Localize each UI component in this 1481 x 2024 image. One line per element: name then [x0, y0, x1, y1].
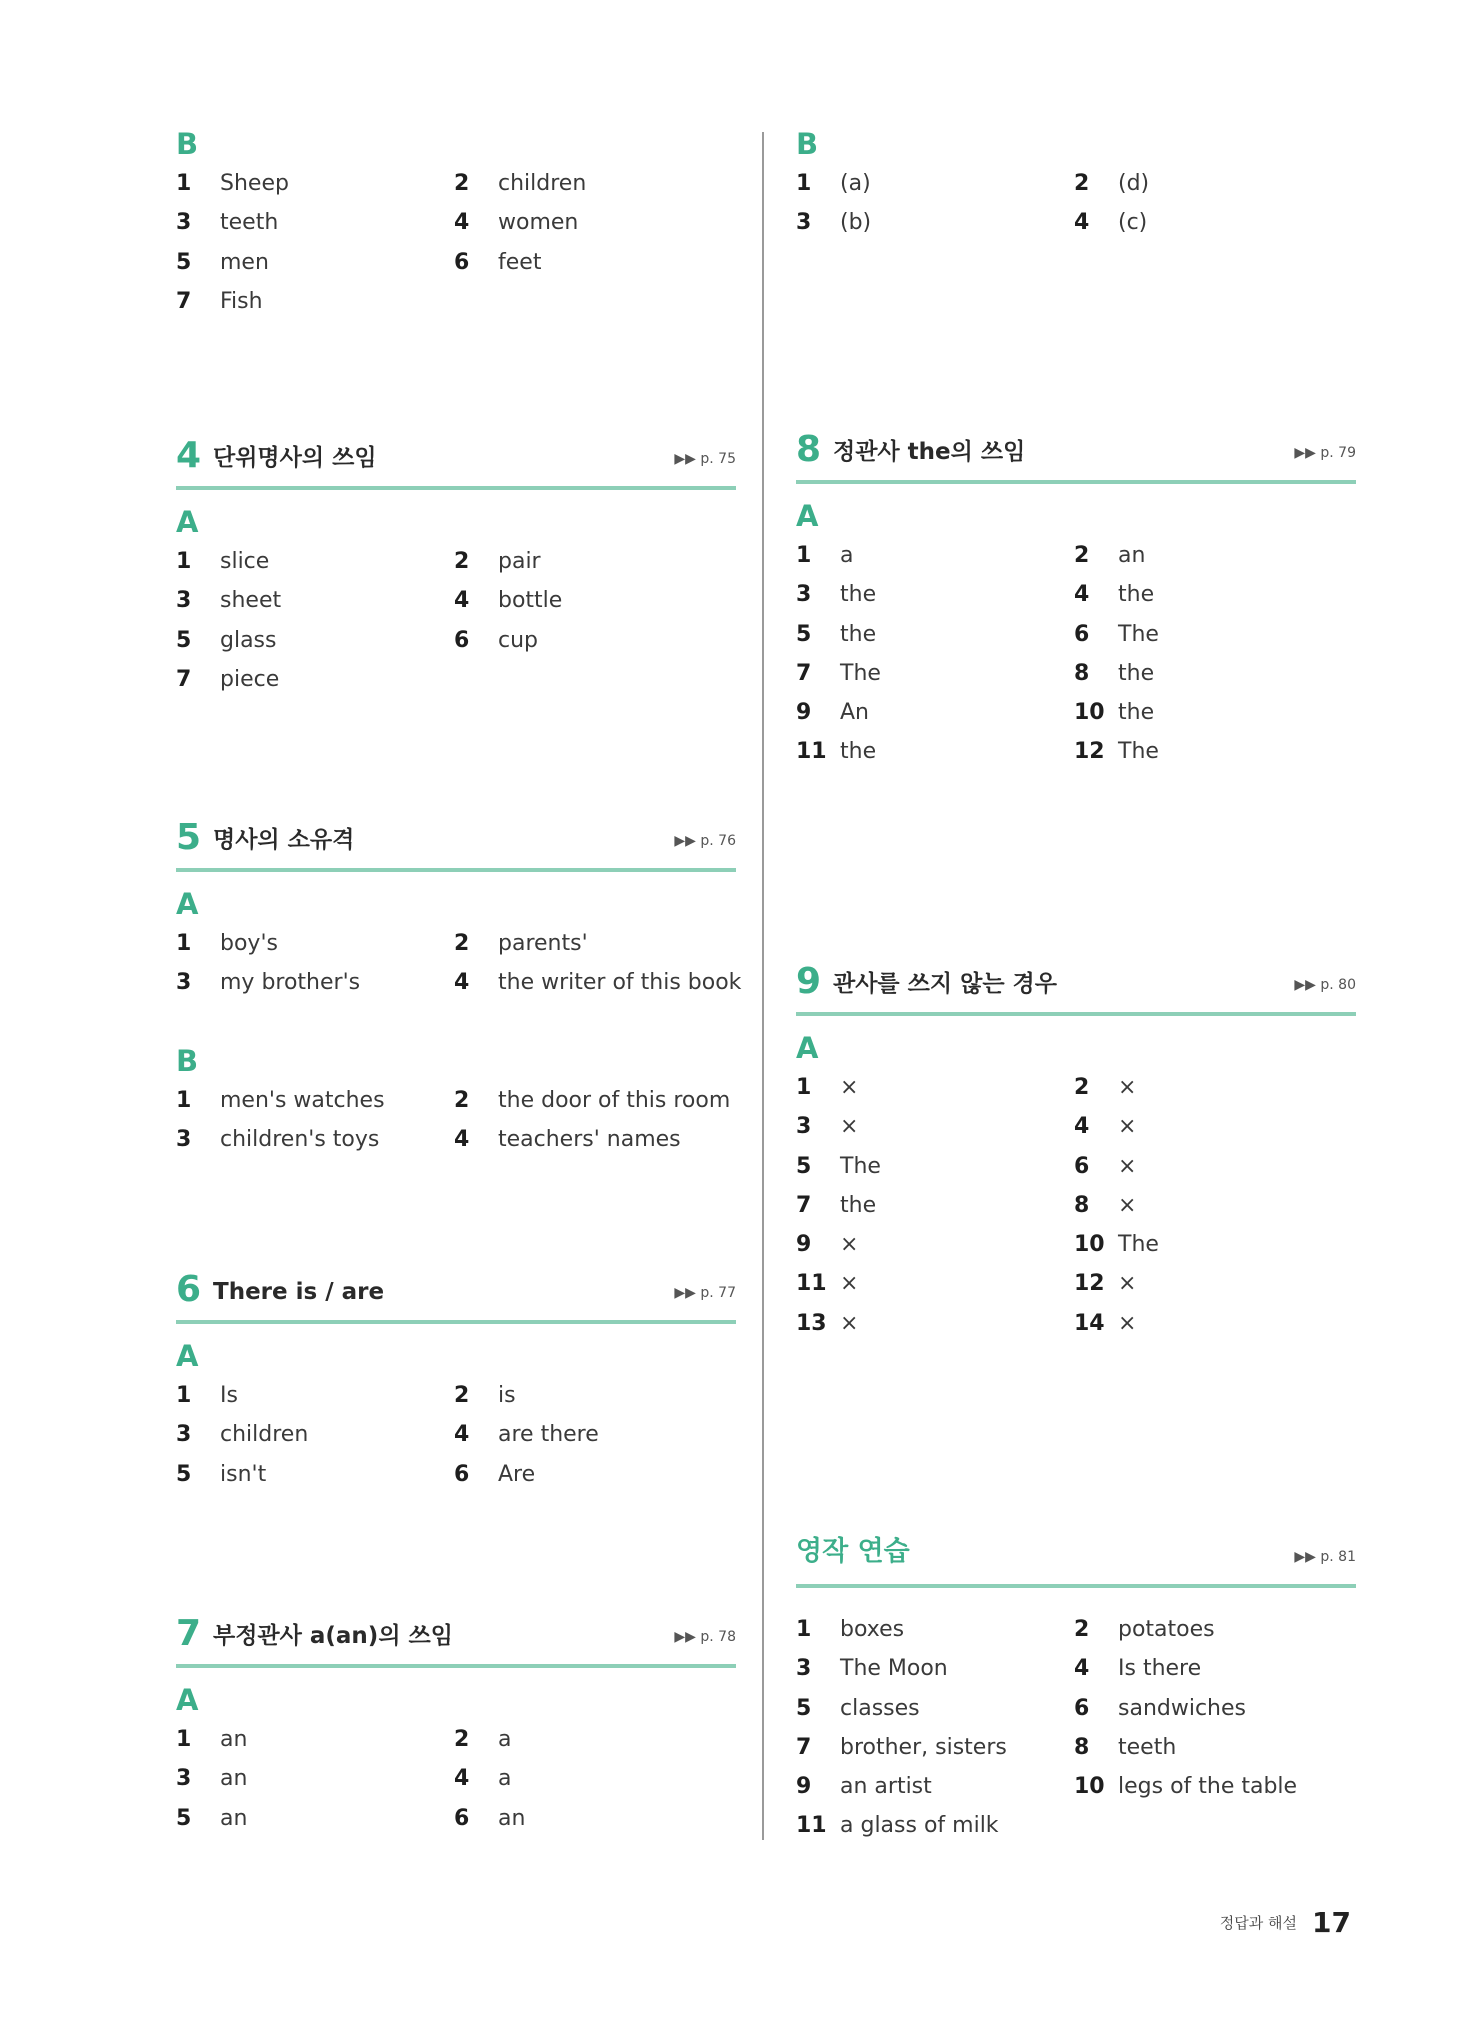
- item-number: 5: [176, 1805, 192, 1831]
- section-writing-practice: [796, 1528, 1356, 1846]
- answer-item: [796, 615, 1074, 654]
- part-letter: B: [796, 127, 819, 161]
- item-answer: a glass of milk: [840, 1813, 999, 1839]
- item-number: 4: [454, 210, 470, 236]
- page-reference: ▶▶ p. 78: [674, 1629, 736, 1645]
- section-number: 9: [796, 961, 822, 1002]
- item-number: 4: [1074, 1114, 1090, 1140]
- item-answer: The: [840, 660, 881, 686]
- section-number: 6: [176, 1269, 202, 1310]
- item-answer: an: [498, 1805, 526, 1831]
- item-answer: an: [220, 1805, 248, 1831]
- part-letter: B: [176, 127, 199, 161]
- arrow-icon: ▶▶: [1294, 445, 1316, 461]
- part-letter: B: [176, 1043, 199, 1078]
- item-answer: children's toys: [220, 1126, 380, 1152]
- item-number: 8: [1074, 1192, 1090, 1218]
- section-title: 정관사 the의 쓰임: [833, 439, 1026, 465]
- section-number: 4: [176, 435, 202, 476]
- answer-item: [176, 924, 454, 963]
- answer-item: [454, 963, 742, 1002]
- item-answer: potatoes: [1118, 1617, 1215, 1642]
- section-rule: [796, 480, 1356, 484]
- section-title: 부정관사 a(an)의 쓰임: [213, 1623, 453, 1649]
- page-reference: ▶▶ p. 76: [674, 833, 736, 849]
- answer-item: [454, 1759, 736, 1798]
- item-answer: is: [498, 1383, 516, 1408]
- answer-item: [1074, 1107, 1356, 1146]
- item-answer: Fish: [220, 288, 263, 314]
- item-answer: the door of this room: [498, 1087, 731, 1113]
- answer-item: [176, 243, 454, 282]
- answer-item: [1074, 1767, 1356, 1806]
- answer-item: [796, 1264, 1074, 1303]
- part-letter: A: [176, 1683, 199, 1717]
- item-answer: the: [1118, 582, 1155, 608]
- page-reference: ▶▶ p. 80: [1294, 977, 1356, 993]
- item-number: 6: [1074, 1695, 1090, 1721]
- answer-item: [1074, 1068, 1356, 1107]
- item-number: 2: [1074, 1617, 1090, 1642]
- answer-item: [1074, 732, 1356, 771]
- answer-item: [176, 1799, 454, 1838]
- answer-item: [1074, 1225, 1356, 1264]
- answer-item: [1074, 1264, 1356, 1303]
- answer-item: [176, 1376, 454, 1415]
- answer-item: [1074, 1186, 1356, 1225]
- item-number: 4: [454, 1766, 470, 1792]
- answer-item: [1074, 1610, 1356, 1649]
- section-title: There is / are: [213, 1279, 385, 1305]
- item-number: 3: [176, 1126, 192, 1152]
- answer-item: [796, 693, 1074, 732]
- item-number: 5: [176, 1461, 192, 1487]
- answer-item: [796, 654, 1074, 693]
- answer-item: [176, 164, 454, 203]
- item-answer: bottle: [498, 588, 563, 614]
- section-header: [176, 1608, 736, 1668]
- answer-grid: [796, 536, 1356, 772]
- item-answer: slice: [220, 549, 270, 574]
- item-number: 7: [796, 660, 812, 686]
- item-number: 5: [796, 1153, 812, 1179]
- answer-item: [1074, 615, 1356, 654]
- answer-item: [796, 536, 1074, 575]
- item-answer: an: [220, 1766, 248, 1792]
- section-rule: [796, 1012, 1356, 1016]
- item-number: 1: [176, 1727, 192, 1752]
- item-answer: ×: [840, 1114, 859, 1140]
- item-number: 10: [1074, 1774, 1105, 1800]
- item-number: 13: [796, 1310, 827, 1336]
- item-number: 2: [454, 1087, 470, 1113]
- item-number: 9: [796, 1232, 812, 1258]
- item-number: 2: [454, 549, 470, 574]
- item-number: 1: [176, 1087, 192, 1113]
- answer-item: [796, 732, 1074, 771]
- arrow-icon: ▶▶: [1294, 1549, 1316, 1565]
- item-number: 10: [1074, 1232, 1105, 1258]
- item-number: 10: [1074, 700, 1105, 726]
- item-answer: ×: [1118, 1075, 1137, 1100]
- item-answer: (c): [1118, 210, 1148, 236]
- answer-item: [176, 1759, 454, 1798]
- answer-item: [796, 1304, 1074, 1343]
- part-letter: A: [796, 499, 819, 533]
- item-number: 6: [1074, 1153, 1090, 1179]
- item-number: 11: [796, 1813, 827, 1839]
- answer-item: [454, 542, 736, 581]
- item-number: 1: [176, 549, 192, 574]
- answer-item: [796, 1806, 1074, 1845]
- page-footer: [1220, 1906, 1351, 1939]
- answer-item: [176, 542, 454, 581]
- item-number: 3: [176, 210, 192, 236]
- item-number: 11: [796, 739, 827, 765]
- answer-item: [1074, 1304, 1356, 1343]
- item-number: 6: [454, 1461, 470, 1487]
- arrow-icon: ▶▶: [674, 451, 696, 467]
- item-answer: feet: [498, 249, 542, 275]
- answer-item: [1074, 575, 1356, 614]
- item-answer: the writer of this book: [498, 970, 742, 996]
- part-letter: A: [176, 887, 199, 921]
- item-answer: Are: [498, 1461, 536, 1487]
- item-number: 7: [796, 1192, 812, 1218]
- item-number: 3: [796, 1656, 812, 1682]
- item-answer: teeth: [1118, 1734, 1177, 1760]
- column-divider: [762, 132, 764, 1840]
- answer-item: [796, 1610, 1074, 1649]
- answer-item: [176, 621, 454, 660]
- item-number: 7: [796, 1734, 812, 1760]
- answer-item: [1074, 1728, 1356, 1767]
- arrow-icon: ▶▶: [674, 833, 696, 849]
- answer-item: [796, 1728, 1074, 1767]
- item-number: 6: [454, 249, 470, 275]
- answer-grid: [176, 1376, 736, 1494]
- item-answer: The: [1118, 621, 1159, 647]
- page-reference: ▶▶ p. 79: [1294, 445, 1356, 461]
- section-title: 관사를 쓰지 않는 경우: [833, 971, 1057, 997]
- answer-item: [1074, 1689, 1356, 1728]
- item-answer: The: [840, 1153, 881, 1179]
- answer-item: [796, 575, 1074, 614]
- answer-item: [176, 1415, 454, 1454]
- item-number: 1: [796, 543, 812, 568]
- item-number: 1: [176, 931, 192, 956]
- answer-item: [796, 1649, 1074, 1688]
- part-letter: A: [796, 1031, 819, 1065]
- answer-item: [454, 1720, 736, 1759]
- answer-item: [796, 1068, 1074, 1107]
- answer-item: [796, 1689, 1074, 1728]
- section-5: [176, 812, 742, 1159]
- item-number: 2: [454, 1727, 470, 1752]
- item-answer: the: [840, 739, 877, 765]
- item-answer: an artist: [840, 1774, 932, 1800]
- section-header: [796, 424, 1356, 484]
- item-number: 5: [796, 621, 812, 647]
- item-answer: a: [498, 1766, 512, 1792]
- item-number: 1: [796, 1617, 812, 1642]
- section-number: 8: [796, 429, 822, 470]
- arrow-icon: ▶▶: [674, 1629, 696, 1645]
- page-number: 17: [1312, 1906, 1351, 1939]
- item-number: 12: [1074, 1271, 1105, 1297]
- section-rule: [176, 486, 736, 490]
- answer-grid: [796, 1068, 1356, 1343]
- item-answer: ×: [840, 1310, 859, 1336]
- item-answer: the: [840, 1192, 877, 1218]
- item-answer: teachers' names: [498, 1126, 681, 1152]
- item-number: 3: [796, 582, 812, 608]
- item-number: 6: [454, 627, 470, 653]
- item-number: 4: [1074, 582, 1090, 608]
- item-number: 3: [176, 588, 192, 614]
- section-rule: [176, 868, 736, 872]
- answer-item: [796, 1107, 1074, 1146]
- section-rule: [796, 1584, 1356, 1588]
- item-number: 1: [176, 171, 192, 196]
- answer-item: [454, 621, 736, 660]
- item-number: 8: [1074, 660, 1090, 686]
- item-number: 1: [796, 1075, 812, 1100]
- item-answer: ×: [1118, 1114, 1137, 1140]
- page-reference: ▶▶ p. 77: [674, 1285, 736, 1301]
- item-answer: ×: [840, 1271, 859, 1297]
- section-header: [176, 812, 736, 872]
- item-answer: The Moon: [840, 1656, 948, 1682]
- section-header: [796, 1528, 1356, 1588]
- item-answer: legs of the table: [1118, 1774, 1298, 1800]
- item-number: 7: [176, 288, 192, 314]
- item-number: 4: [454, 1422, 470, 1448]
- left-top-block: [176, 128, 736, 321]
- item-answer: isn't: [220, 1461, 267, 1487]
- item-answer: (a): [840, 171, 871, 196]
- item-answer: the: [840, 621, 877, 647]
- item-number: 8: [1074, 1734, 1090, 1760]
- section-4: [176, 430, 736, 699]
- answer-grid: [176, 542, 736, 699]
- section-9: [796, 956, 1356, 1343]
- item-number: 9: [796, 1774, 812, 1800]
- item-answer: parents': [498, 931, 588, 956]
- item-answer: sandwiches: [1118, 1695, 1246, 1721]
- item-answer: boxes: [840, 1617, 905, 1642]
- item-answer: ×: [1118, 1192, 1137, 1218]
- item-number: 2: [1074, 171, 1090, 196]
- part-letter: A: [176, 1339, 199, 1373]
- item-answer: teeth: [220, 210, 279, 236]
- item-number: 1: [796, 171, 812, 196]
- item-answer: cup: [498, 627, 539, 653]
- section-title: 명사의 소유격: [213, 827, 355, 853]
- item-number: 5: [796, 1695, 812, 1721]
- answer-item: [454, 1081, 736, 1120]
- item-number: 3: [796, 210, 812, 236]
- answer-item: [454, 164, 736, 203]
- answer-grid: [176, 1720, 736, 1838]
- item-number: 6: [454, 1805, 470, 1831]
- answer-item: [454, 1799, 736, 1838]
- item-answer: the: [1118, 660, 1155, 686]
- section-rule: [176, 1320, 736, 1324]
- item-answer: Is there: [1118, 1656, 1202, 1682]
- item-answer: An: [840, 700, 869, 726]
- item-answer: a: [840, 543, 854, 568]
- answer-item: [454, 1455, 736, 1494]
- section-number: 5: [176, 817, 202, 858]
- page-reference: ▶▶ p. 75: [674, 451, 736, 467]
- item-answer: ×: [1118, 1153, 1137, 1179]
- section-title: 단위명사의 쓰임: [213, 445, 377, 471]
- item-number: 2: [454, 171, 470, 196]
- answer-item: [1074, 536, 1356, 575]
- item-answer: an: [1118, 543, 1146, 568]
- answer-grid: [796, 1610, 1356, 1846]
- item-answer: sheet: [220, 588, 282, 614]
- answer-item: [1074, 693, 1356, 732]
- item-number: 3: [796, 1114, 812, 1140]
- item-answer: Sheep: [220, 171, 289, 196]
- section-title: 영작 연습: [796, 1536, 910, 1567]
- answer-item: [454, 924, 736, 963]
- answer-item: [176, 1081, 454, 1120]
- item-answer: children: [498, 171, 587, 196]
- item-answer: a: [498, 1727, 512, 1752]
- answer-item: [1074, 164, 1356, 203]
- item-number: 7: [176, 666, 192, 692]
- item-number: 5: [176, 627, 192, 653]
- item-number: 12: [1074, 739, 1105, 765]
- item-answer: The: [1118, 739, 1159, 765]
- page-reference: ▶▶ p. 81: [1294, 1549, 1356, 1565]
- answer-grid: [796, 164, 1356, 243]
- section-6: [176, 1264, 736, 1494]
- item-answer: piece: [220, 666, 280, 692]
- item-number: 4: [454, 970, 470, 996]
- section-rule: [176, 1664, 736, 1668]
- section-header: [176, 430, 736, 490]
- answer-item: [454, 243, 736, 282]
- answer-item: [1074, 1147, 1356, 1186]
- item-number: 6: [1074, 621, 1090, 647]
- answer-item: [454, 1120, 736, 1159]
- section-8: [796, 424, 1356, 772]
- answer-item: [1074, 203, 1356, 242]
- item-answer: children: [220, 1422, 309, 1448]
- answer-item: [176, 1120, 454, 1159]
- answer-item: [1074, 1649, 1356, 1688]
- answer-item: [176, 1455, 454, 1494]
- item-number: 14: [1074, 1310, 1105, 1336]
- item-number: 4: [454, 1126, 470, 1152]
- item-answer: the: [1118, 700, 1155, 726]
- item-number: 1: [176, 1383, 192, 1408]
- right-top-block: [796, 128, 1356, 243]
- answer-item: [796, 1147, 1074, 1186]
- item-number: 2: [454, 1383, 470, 1408]
- item-answer: Is: [220, 1383, 238, 1408]
- answer-item: [176, 282, 454, 321]
- section-header: [796, 956, 1356, 1016]
- answer-item: [796, 1767, 1074, 1806]
- answer-item: [176, 1720, 454, 1759]
- footer-label: 정답과 해설: [1219, 1914, 1297, 1932]
- item-number: 2: [454, 931, 470, 956]
- item-answer: pair: [498, 549, 541, 574]
- item-number: 9: [796, 700, 812, 726]
- answer-item: [796, 203, 1074, 242]
- item-number: 3: [176, 970, 192, 996]
- answer-item: [176, 660, 454, 699]
- answer-grid: [176, 1081, 736, 1160]
- item-answer: (d): [1118, 171, 1150, 196]
- answer-item: [176, 581, 454, 620]
- item-number: 3: [176, 1422, 192, 1448]
- answer-item: [796, 1225, 1074, 1264]
- item-number: 5: [176, 249, 192, 275]
- item-answer: ×: [1118, 1271, 1137, 1297]
- item-answer: ×: [1118, 1310, 1137, 1336]
- item-answer: The: [1118, 1232, 1159, 1258]
- item-answer: men: [220, 249, 269, 275]
- item-answer: (b): [840, 210, 872, 236]
- item-answer: my brother's: [220, 970, 361, 996]
- item-number: 4: [454, 588, 470, 614]
- item-number: 3: [176, 1766, 192, 1792]
- item-answer: the: [840, 582, 877, 608]
- item-answer: classes: [840, 1695, 920, 1721]
- answer-item: [454, 1415, 736, 1454]
- section-header: [176, 1264, 736, 1324]
- item-answer: women: [498, 210, 579, 236]
- answer-item: [176, 203, 454, 242]
- answer-item: [176, 963, 454, 1002]
- item-answer: men's watches: [220, 1087, 385, 1113]
- item-number: 11: [796, 1271, 827, 1297]
- item-number: 4: [1074, 1656, 1090, 1682]
- item-answer: glass: [220, 627, 277, 653]
- item-answer: are there: [498, 1422, 599, 1448]
- answer-grid: [176, 164, 736, 321]
- section-number: 7: [176, 1613, 202, 1654]
- arrow-icon: ▶▶: [674, 1285, 696, 1301]
- answer-item: [454, 203, 736, 242]
- item-answer: boy's: [220, 931, 278, 956]
- answer-grid: [176, 924, 742, 1003]
- part-letter: A: [176, 505, 199, 539]
- answer-item: [454, 1376, 736, 1415]
- arrow-icon: ▶▶: [1294, 977, 1316, 993]
- answer-item: [1074, 654, 1356, 693]
- answer-item: [796, 1186, 1074, 1225]
- item-answer: an: [220, 1727, 248, 1752]
- answer-item: [796, 164, 1074, 203]
- item-number: 2: [1074, 543, 1090, 568]
- item-number: 2: [1074, 1075, 1090, 1100]
- item-answer: ×: [840, 1075, 859, 1100]
- item-answer: brother, sisters: [840, 1734, 1007, 1760]
- item-answer: ×: [840, 1232, 859, 1258]
- answer-item: [454, 581, 736, 620]
- section-7: [176, 1608, 736, 1838]
- item-number: 4: [1074, 210, 1090, 236]
